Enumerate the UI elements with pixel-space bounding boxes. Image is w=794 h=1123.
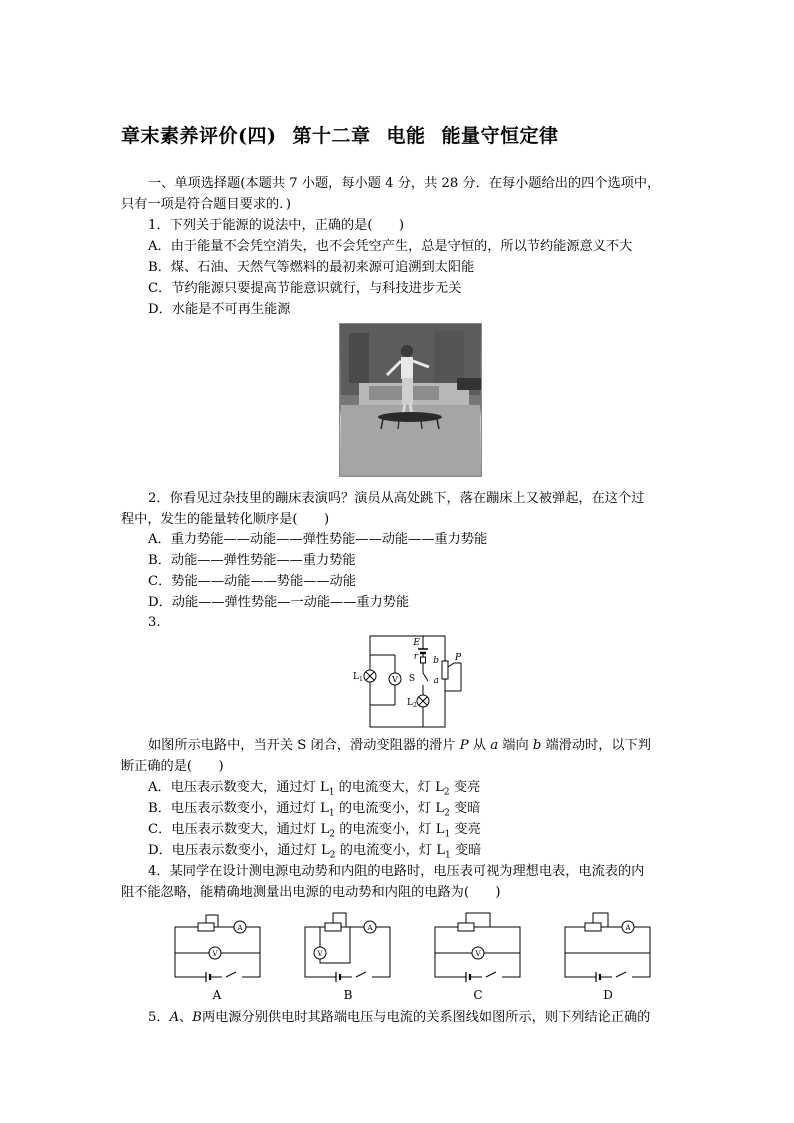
q1-option-a: A．由于能量不会凭空消失，也不会凭空产生，总是守恒的，所以节约能源意义不大	[148, 239, 633, 254]
q1-stem: 1．下列关于能源的说法中，正确的是( )	[148, 218, 405, 233]
label-l1: L	[353, 672, 359, 682]
q3-number: 3.	[148, 615, 161, 630]
voltmeter-label-a: V	[212, 950, 218, 958]
q1-option-d: D．水能是不可再生能源	[148, 302, 291, 317]
q4-circuit-options	[160, 907, 660, 1003]
section-instruction-line-2: 只有一项是符合题目要求的．)	[121, 197, 291, 212]
label-a: a	[433, 676, 439, 686]
q3-stem-line-2: 断正确的是( )	[121, 759, 224, 774]
q3-stem-line-1: 如图所示电路中，当开关 S 闭合，滑动变阻器的滑片 P 从 a 端向 b 端滑动时，以下判	[148, 738, 651, 753]
ammeter-label-a: A	[237, 924, 243, 932]
q2-option-b: B．动能——弹性势能——重力势能	[148, 553, 356, 568]
q1-option-b: B．煤、石油、天然气等燃料的最初来源可追溯到太阳能	[148, 260, 475, 275]
q1-option-c: C．节约能源只要提高节能意识就行，与科技进步无关	[148, 281, 462, 296]
voltmeter-label-b: V	[317, 950, 323, 958]
label-l2-sub: 2	[413, 702, 417, 709]
section-instruction-line-1: 一、单项选择题(本题共 7 小题，每小题 4 分，共 28 分．在每小题给出的四个选项中，	[148, 176, 661, 191]
ammeter-label-d: A	[625, 924, 631, 932]
q3-option-a: A．电压表示数变大，通过灯 $L_1$ 的电流变大，灯 $L_2$ 变亮	[148, 780, 481, 798]
label-l1-sub: 1	[359, 676, 363, 683]
option-label-a: A	[212, 988, 222, 1002]
label-b: b	[433, 656, 439, 666]
label-r: r	[413, 652, 418, 662]
label-l2: L	[407, 698, 413, 708]
q3-circuit-diagram	[345, 633, 470, 729]
q4-stem-line-2: 阻不能忽略，能精确地测量出电源的电动势和内阻的电路为( )	[121, 885, 501, 900]
label-e: E	[413, 638, 420, 648]
option-label-c: C	[473, 988, 483, 1002]
trampoline-photo	[339, 323, 482, 477]
title-part-b: 第十二章	[292, 125, 371, 147]
voltmeter-label: V	[392, 675, 398, 684]
q2-stem-line-1: 2．你看见过杂技里的蹦床表演吗？演员从高处跳下，落在蹦床上又被弹起，在这个过	[148, 491, 645, 506]
q5-stem: 5．A、B两电源分别供电时其路端电压与电流的关系图线如图所示，则下列结论正确的	[148, 1010, 651, 1025]
ammeter-label-b: A	[367, 924, 373, 932]
switch-label: S	[408, 674, 415, 684]
q2-option-a: A．重力势能——动能——弹性势能——动能——重力势能	[148, 532, 488, 547]
q3-option-c: C．电压表示数变大，通过灯 $L_2$ 的电流变小，灯 $L_1$ 变亮	[148, 822, 481, 840]
q2-option-c: C．势能——动能——势能——动能	[148, 574, 356, 589]
label-p: P	[455, 653, 462, 663]
voltmeter-label-c: V	[475, 950, 481, 958]
page-title	[121, 121, 575, 148]
q2-option-d: D．动能——弹性势能—一动能——重力势能	[148, 595, 410, 610]
option-label-d: D	[603, 988, 613, 1002]
q3-option-b: B．电压表示数变小，通过灯 $L_1$ 的电流变小，灯 $L_2$ 变暗	[148, 801, 481, 819]
title-part-d: 能量守恒定律	[441, 125, 559, 147]
title-part-a: 章末素养评价(四)	[121, 125, 277, 147]
option-label-b: B	[343, 988, 353, 1002]
title-part-c: 电能	[386, 125, 426, 147]
q2-stem-line-2: 程中，发生的能量转化顺序是( )	[121, 512, 330, 527]
q4-stem-line-1: 4．某同学在设计测电源电动势和内阻的电路时，电压表可视为理想电表，电流表的内	[148, 864, 645, 879]
q3-option-d: D．电压表示数变小，通过灯 $L_2$ 的电流变小，灯 $L_1$ 变暗	[148, 843, 482, 861]
